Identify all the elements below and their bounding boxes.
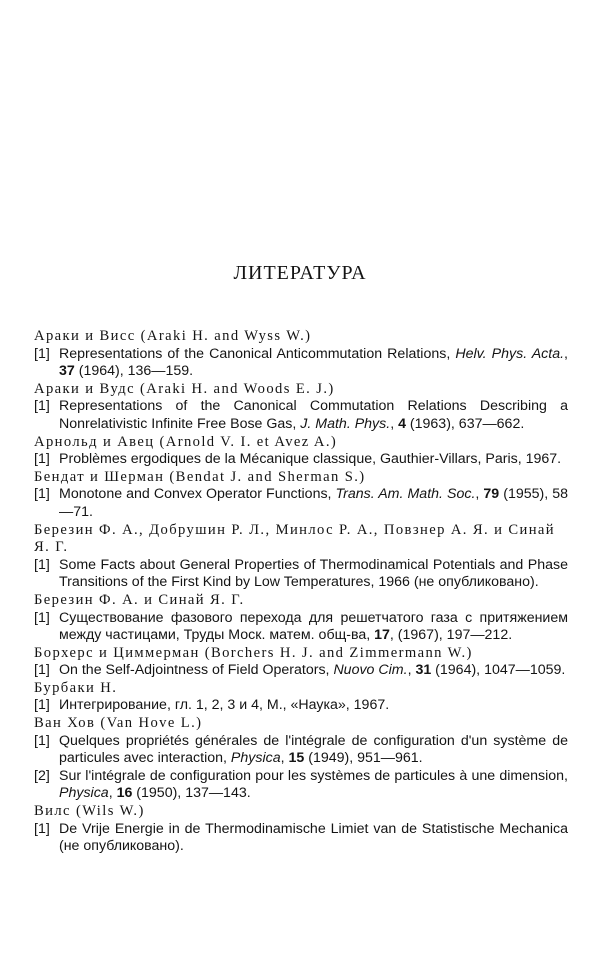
item-sep: , [390, 415, 399, 432]
item-sep: , [108, 785, 117, 802]
journal-name: Physica [59, 785, 109, 802]
item-rest: (1964), 1047—1059. [431, 662, 566, 679]
item-number: [1] [34, 486, 50, 503]
author-line: Арнольд и Авец (Arnold V. I. et Avez A.) [34, 433, 338, 450]
reference-entry [34, 715, 568, 803]
item-number: [1] [34, 697, 50, 714]
item-number: [1] [34, 398, 50, 415]
journal-name: J. Math. Phys. [300, 415, 391, 432]
item-text: Representations of the Canonical Commutation Relations Describing a Nonrelativistic Infinite Free Bose Gas, [59, 398, 568, 432]
item-rest: (1950), 137—143. [132, 785, 251, 802]
reference-item [34, 557, 568, 592]
item-text: On the Self-Adjointness of Field Operators, [59, 662, 334, 679]
journal-name: Trans. Am. Math. Soc. [335, 486, 476, 503]
reference-item [34, 733, 568, 768]
volume: 79 [483, 486, 500, 503]
author-line: Бендат и Шерман (Bendat J. and Sherman S.) [34, 468, 366, 485]
item-number: [1] [34, 609, 50, 626]
item-text: Representations of the Canonical Anticommutation Relations, [59, 345, 456, 362]
reference-entry [34, 381, 568, 434]
author-line: Борхерс и Циммерман (Borchers H. J. and Zimmermann W.) [34, 644, 473, 661]
page-title: ЛИТЕРАТУРА [233, 262, 367, 284]
author-line: Вилс (Wils W.) [34, 803, 145, 820]
item-number: [1] [34, 820, 50, 837]
author-line: Березин Ф. А. и Синай Я. Г. [34, 591, 245, 608]
item-text: De Vrije Energie in de Thermodinamische Limiet van de Statistische Mechanica (не опубликовано). [59, 820, 568, 855]
volume: 37 [59, 363, 75, 380]
item-number: [1] [34, 451, 50, 468]
reference-item [34, 346, 568, 381]
author-line: Бурбаки Н. [34, 679, 118, 696]
reference-item [34, 662, 568, 680]
journal-name: Helv. Phys. Acta. [455, 345, 565, 362]
item-number: [1] [34, 556, 50, 573]
item-rest: (1949), 951—961. [304, 750, 423, 767]
item-text: Some Facts about General Properties of Thermodinamical Potentials and Phase Transitions of the First Kind by Low Temperatures, 1966 (не опубликовано). [59, 556, 568, 591]
author-line: Араки и Вудс (Araki H. and Woods E. J.) [34, 380, 335, 397]
item-rest: (1955), 58—71. [59, 486, 569, 520]
item-rest: (1964), 136—159. [74, 363, 194, 380]
reference-item [34, 610, 568, 645]
volume: 17 [374, 627, 390, 644]
item-sep: , [564, 345, 568, 362]
reference-item [34, 486, 568, 521]
reference-entry [34, 645, 568, 680]
item-sep: , [475, 486, 484, 503]
reference-entry [34, 328, 568, 381]
item-number: [2] [34, 767, 50, 784]
item-text: Интегрирование, гл. 1, 2, 3 и 4, М., «Наука», 1967. [59, 697, 390, 714]
volume: 4 [398, 415, 406, 432]
volume: 31 [415, 662, 432, 679]
reference-entry [34, 434, 568, 469]
reference-entry [34, 522, 568, 592]
volume: 15 [288, 750, 305, 767]
item-text: Monotone and Convex Operator Functions, [59, 486, 336, 503]
reference-entry [34, 469, 568, 522]
reference-item [34, 451, 568, 469]
reference-item [34, 768, 568, 803]
item-text: Существование фазового перехода для решетчатого газа с притяжением между частицами, Труды Моск. матем. общ-ва, [59, 609, 568, 644]
item-rest: , (1967), 197—212. [389, 627, 513, 644]
item-number: [1] [34, 732, 50, 749]
item-text: Problèmes ergodiques de la Mécanique classique, Gauthier-Villars, Paris, 1967. [59, 451, 562, 468]
reference-entry [34, 680, 568, 715]
volume: 16 [116, 785, 133, 802]
journal-name: Nuovo Cim. [333, 662, 408, 679]
reference-item [34, 821, 568, 856]
reference-item [34, 398, 568, 433]
author-line: Ван Хов (Van Hove L.) [34, 715, 203, 732]
item-sep: , [407, 662, 416, 679]
item-number: [1] [34, 345, 50, 362]
item-sep: , [280, 750, 289, 767]
journal-name: Physica [230, 750, 281, 767]
reference-list [34, 328, 568, 856]
item-text: Quelques propriétés générales de l'intégrale de configuration d'un système de particules avec interaction, [59, 732, 568, 767]
author-line: Березин Ф. А., Добрушин Р. Л., Минлос Р. А., Повзнер А. Я. и Синай Я. Г. [34, 521, 555, 556]
reference-item [34, 697, 568, 715]
reference-entry [34, 592, 568, 645]
item-rest: (1963), 637—662. [405, 415, 525, 432]
item-number: [1] [34, 662, 50, 679]
author-line: Араки и Висс (Araki H. and Wyss W.) [34, 328, 312, 344]
item-text: Sur l'intégrale de configuration pour les systèmes de particules à une dimension, [59, 767, 568, 784]
reference-entry [34, 803, 568, 856]
